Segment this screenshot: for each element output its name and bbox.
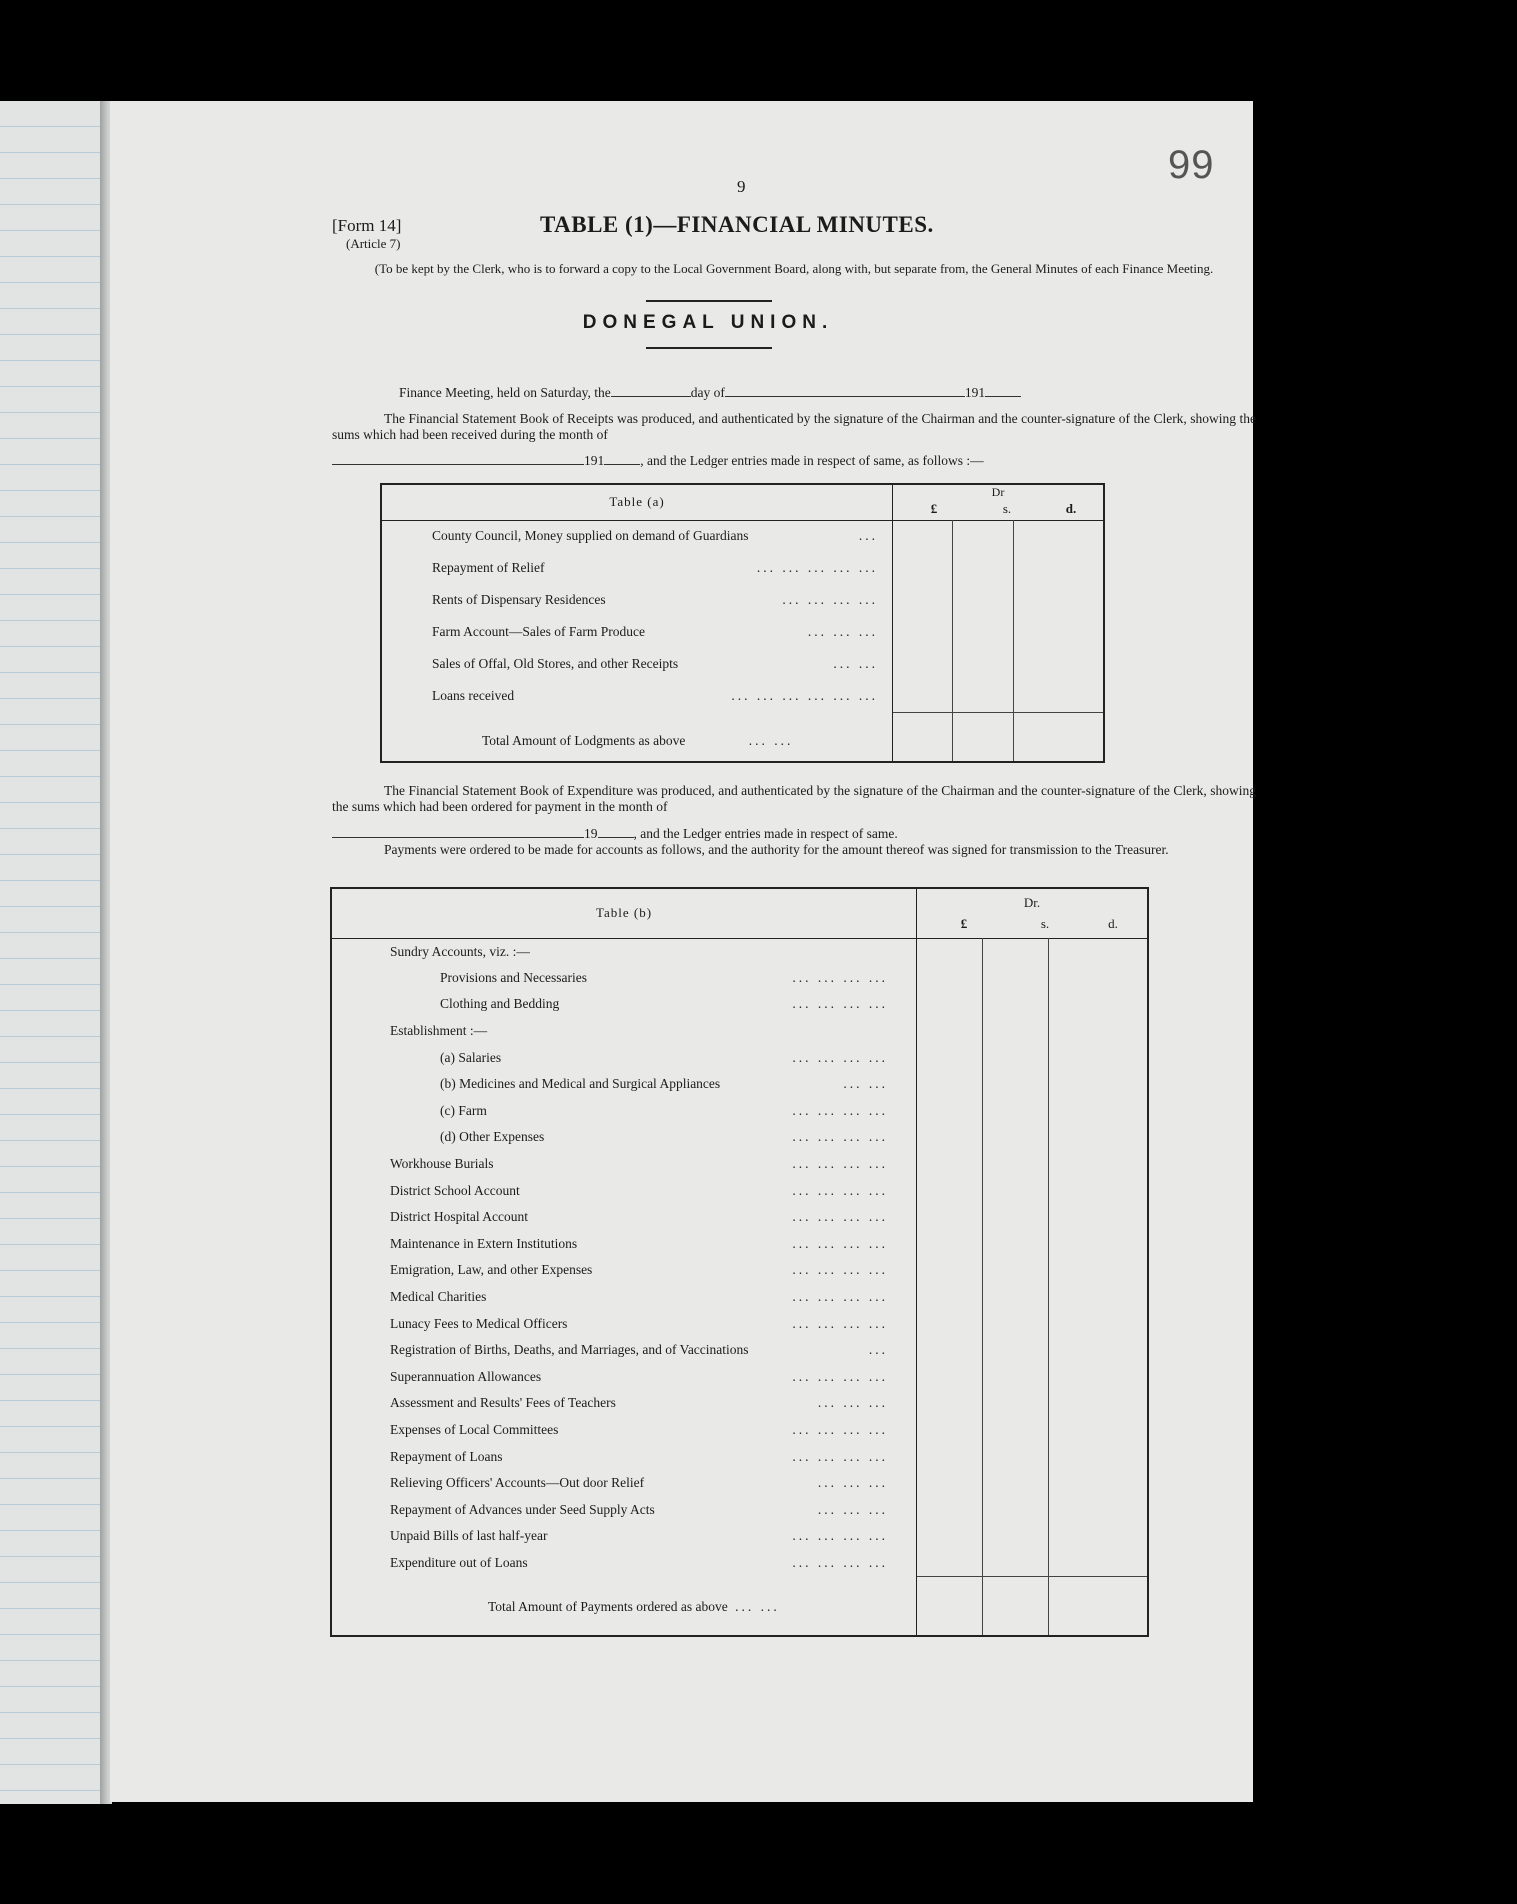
table-b-pence-cell[interactable] xyxy=(1049,1417,1148,1444)
table-a-row xyxy=(381,552,1104,584)
table-b-row-label: Emigration, Law, and other Expenses xyxy=(390,1262,593,1278)
table-b-row-dots: ... ... ... ... xyxy=(792,1554,888,1570)
table-b-row-dots: ... ... ... ... xyxy=(792,1289,888,1305)
table-b-row xyxy=(331,991,1148,1018)
table-b-pence-cell[interactable] xyxy=(1049,1177,1148,1204)
table-b-pence-cell[interactable] xyxy=(1049,1044,1148,1071)
table-b-label-cell xyxy=(331,1124,917,1151)
table-b-dr-label: Dr. xyxy=(1023,895,1041,910)
table-a-row xyxy=(381,680,1104,712)
table-b-row-dots: ... ... ... ... xyxy=(792,1262,888,1278)
table-b-row-label: Unpaid Bills of last half-year xyxy=(390,1528,548,1544)
table-a-shillings-cell[interactable] xyxy=(953,520,1013,552)
table-a-total-cell xyxy=(381,712,893,762)
table-b-row-dots: ... ... ... xyxy=(817,1501,888,1517)
table-b-pounds-cell[interactable] xyxy=(917,991,983,1018)
table-b-label-cell xyxy=(331,1044,917,1071)
table-a-total-pounds[interactable] xyxy=(893,712,953,762)
table-b-shillings-cell[interactable] xyxy=(983,965,1049,992)
receipts-year-blank[interactable] xyxy=(604,464,640,465)
table-b-pence-cell[interactable] xyxy=(1049,938,1148,965)
table-b-row xyxy=(331,1284,1148,1311)
table-b-shillings-header: s. xyxy=(1040,916,1050,932)
table-b-pence-cell[interactable] xyxy=(1049,1310,1148,1337)
table-a-dr-label: Dr xyxy=(991,485,1005,499)
table-b-row-label: Assessment and Results' Fees of Teachers xyxy=(390,1395,616,1411)
table-b-row-label: (d) Other Expenses xyxy=(440,1129,545,1145)
receipts-suffix: , and the Ledger entries made in respect of same, as follows :— xyxy=(640,453,984,468)
table-b-pence-cell[interactable] xyxy=(1049,991,1148,1018)
table-b-shillings-cell[interactable] xyxy=(983,1523,1049,1550)
table-b-row-label: Clothing and Bedding xyxy=(440,996,560,1012)
table-a-pounds-cell[interactable] xyxy=(893,520,953,552)
previous-page xyxy=(0,101,104,1804)
table-a-row-label: Loans received xyxy=(432,688,515,703)
table-b-row-dots: ... ... ... ... xyxy=(792,1528,888,1544)
table-b-label-cell xyxy=(331,1550,917,1577)
table-b-shillings-cell[interactable] xyxy=(983,1071,1049,1098)
table-b-shillings-cell[interactable] xyxy=(983,1443,1049,1470)
table-a-row xyxy=(381,520,1104,552)
table-b-pence-cell[interactable] xyxy=(1049,1364,1148,1391)
table-a-heading: Table (a) xyxy=(609,494,665,510)
receipts-month-line xyxy=(332,453,984,469)
expenditure-month-line xyxy=(332,826,898,842)
table-a-row-dots: ... ... ... xyxy=(807,624,878,639)
table-a-label-cell xyxy=(381,648,893,680)
table-b-pounds-cell[interactable] xyxy=(917,1284,983,1311)
year-blank[interactable] xyxy=(985,396,1021,397)
table-b-label-cell xyxy=(331,1204,917,1231)
union-name: DONEGAL UNION. xyxy=(582,312,834,333)
table-a-shillings-header: s. xyxy=(1002,501,1012,517)
table-b-row xyxy=(331,1523,1148,1550)
table-b-label-cell xyxy=(331,1390,917,1417)
table-b-pounds-cell[interactable] xyxy=(917,1390,983,1417)
table-b-shillings-cell[interactable] xyxy=(983,1257,1049,1284)
table-a-row xyxy=(381,584,1104,616)
table-b-label-cell xyxy=(331,1098,917,1125)
table-b-pence-cell[interactable] xyxy=(1049,965,1148,992)
table-b-pounds-cell[interactable] xyxy=(917,1364,983,1391)
table-b-pence-cell[interactable] xyxy=(1049,1204,1148,1231)
table-b-pounds-cell[interactable] xyxy=(917,938,983,965)
table-a-pounds-header: £ xyxy=(930,501,938,517)
table-b-row-dots: ... ... ... ... xyxy=(792,1182,888,1198)
receipts-year: 191 xyxy=(584,453,605,468)
table-b-row xyxy=(331,1337,1148,1364)
table-b-shillings-cell[interactable] xyxy=(983,1284,1049,1311)
table-b-shillings-cell[interactable] xyxy=(983,1550,1049,1577)
meeting-line xyxy=(399,385,1021,401)
table-a-row-dots: ... ... ... ... ... xyxy=(756,560,878,575)
table-b-row-label: Superannuation Allowances xyxy=(390,1368,542,1384)
table-a-label-cell xyxy=(381,584,893,616)
table-b-row-label: District School Account xyxy=(390,1182,520,1198)
table-a-pence-cell[interactable] xyxy=(1013,680,1104,712)
meeting-prefix: Finance Meeting, held on Saturday, the xyxy=(399,385,611,400)
table-b-row-label: Repayment of Loans xyxy=(390,1448,503,1464)
expenditure-month-blank[interactable] xyxy=(332,837,584,838)
table-b-shillings-cell[interactable] xyxy=(983,1470,1049,1497)
table-b-total-shillings[interactable] xyxy=(983,1576,1049,1636)
table-b-row xyxy=(331,1470,1148,1497)
receipts-paragraph: The Financial Statement Book of Receipts was produced, and authenticated by the signature of the Chairman and the counter-signature of the Clerk, showing the sums which had been received during the month of xyxy=(332,411,1256,442)
table-b-row xyxy=(331,965,1148,992)
table-b-shillings-cell[interactable] xyxy=(983,1496,1049,1523)
expenditure-year: 19 xyxy=(584,826,598,841)
table-b-row xyxy=(331,938,1148,965)
table-b-row-dots: ... ... ... ... xyxy=(792,1156,888,1172)
document-page xyxy=(110,101,1256,1802)
table-b-shillings-cell[interactable] xyxy=(983,1310,1049,1337)
table-b-shillings-cell[interactable] xyxy=(983,1124,1049,1151)
table-b-total-dots: ... ... xyxy=(735,1599,780,1615)
table-b-row xyxy=(331,1231,1148,1258)
table-b-shillings-cell[interactable] xyxy=(983,1390,1049,1417)
table-b-row xyxy=(331,1310,1148,1337)
table-b-pence-cell[interactable] xyxy=(1049,1523,1148,1550)
table-b-label-cell xyxy=(331,1443,917,1470)
table-a-total-shillings[interactable] xyxy=(953,712,1013,762)
table-a-label-cell xyxy=(381,520,893,552)
table-b-row-label: (c) Farm xyxy=(440,1102,487,1118)
table-b-row-dots: ... ... ... ... xyxy=(792,996,888,1012)
table-a-pence-header: d. xyxy=(1065,501,1077,517)
table-b-row-dots: ... ... ... ... xyxy=(792,1129,888,1145)
table-b-pence-cell[interactable] xyxy=(1049,1390,1148,1417)
table-b-total-pounds[interactable] xyxy=(917,1576,983,1636)
table-b-label-cell xyxy=(331,1231,917,1258)
table-b-pence-cell[interactable] xyxy=(1049,1284,1148,1311)
receipts-table xyxy=(380,483,1105,763)
article-reference: (Article 7) xyxy=(346,236,401,251)
table-a-row-label: Sales of Offal, Old Stores, and other Receipts xyxy=(432,656,679,671)
table-b-pounds-cell[interactable] xyxy=(917,1496,983,1523)
table-b-shillings-cell[interactable] xyxy=(983,1417,1049,1444)
table-b-label-cell xyxy=(331,1018,917,1045)
table-b-pounds-cell[interactable] xyxy=(917,1177,983,1204)
table-b-row xyxy=(331,1177,1148,1204)
table-b-total-pence[interactable] xyxy=(1049,1576,1148,1636)
table-b-pence-cell[interactable] xyxy=(1049,1071,1148,1098)
table-b-row xyxy=(331,1443,1148,1470)
table-b-row xyxy=(331,1364,1148,1391)
table-b-pounds-cell[interactable] xyxy=(917,1124,983,1151)
table-a-row-label: County Council, Money supplied on demand of Guardians xyxy=(432,528,749,544)
table-a-row-dots: ... xyxy=(858,528,878,544)
page-title: TABLE (1)—FINANCIAL MINUTES. xyxy=(540,212,934,237)
table-b-pence-cell[interactable] xyxy=(1049,1470,1148,1497)
clerk-instruction: (To be kept by the Clerk, who is to forward a copy to the Local Government Board, along with, but separate from, the General Minutes of each Finance Meeting. xyxy=(374,261,1214,276)
table-b-label-cell xyxy=(331,1496,917,1523)
table-b-row xyxy=(331,1098,1148,1125)
table-a-shillings-cell[interactable] xyxy=(953,584,1013,616)
table-b-pence-cell[interactable] xyxy=(1049,1257,1148,1284)
table-a-pounds-cell[interactable] xyxy=(893,584,953,616)
table-b-row xyxy=(331,1257,1148,1284)
table-b-row-dots: ... ... ... xyxy=(817,1395,888,1411)
table-a-shillings-cell[interactable] xyxy=(953,616,1013,648)
payments-table xyxy=(330,887,1149,1637)
table-a-row-label: Farm Account—Sales of Farm Produce xyxy=(432,624,645,639)
table-b-pence-cell[interactable] xyxy=(1049,1098,1148,1125)
table-b-shillings-cell[interactable] xyxy=(983,1044,1049,1071)
table-b-row-dots: ... ... ... ... xyxy=(792,1448,888,1464)
table-b-row-label: Establishment :— xyxy=(390,1023,488,1039)
table-a-row xyxy=(381,616,1104,648)
table-a-shillings-cell[interactable] xyxy=(953,552,1013,584)
table-a-row-dots: ... ... xyxy=(833,656,878,671)
table-a-pence-cell[interactable] xyxy=(1013,584,1104,616)
table-b-row xyxy=(331,1124,1148,1151)
table-b-pounds-header: £ xyxy=(960,916,968,932)
table-b-row xyxy=(331,1018,1148,1045)
table-b-label-cell xyxy=(331,1337,917,1364)
table-b-row xyxy=(331,1417,1148,1444)
receipts-month-blank[interactable] xyxy=(332,464,584,465)
table-b-row xyxy=(331,1390,1148,1417)
table-b-pounds-cell[interactable] xyxy=(917,1550,983,1577)
table-b-row-dots: ... ... xyxy=(843,1076,888,1092)
expenditure-paragraph: The Financial Statement Book of Expenditure was produced, and authenticated by the signature of the Chairman and the counter-signature of the Clerk, showing the sums which had been ordered for payment in the month of xyxy=(332,783,1256,814)
table-b-shillings-cell[interactable] xyxy=(983,1231,1049,1258)
table-b-row-label: Medical Charities xyxy=(390,1289,487,1305)
table-b-pounds-cell[interactable] xyxy=(917,1417,983,1444)
table-b-row-dots: ... ... ... ... xyxy=(792,969,888,985)
table-b-pence-header: d. xyxy=(1108,916,1118,932)
table-b-total-row xyxy=(331,1576,1148,1636)
table-b-shillings-cell[interactable] xyxy=(983,991,1049,1018)
table-b-row-dots: ... ... ... ... xyxy=(792,1315,888,1331)
table-b-shillings-cell[interactable] xyxy=(983,1337,1049,1364)
table-b-pounds-cell[interactable] xyxy=(917,1523,983,1550)
table-b-pounds-cell[interactable] xyxy=(917,1310,983,1337)
table-b-shillings-cell[interactable] xyxy=(983,938,1049,965)
payments-paragraph: Payments were ordered to be made for accounts as follows, and the authority for the amount thereof was signed for transmission to the Treasurer. xyxy=(384,842,1169,857)
table-b-pounds-cell[interactable] xyxy=(917,1470,983,1497)
day-blank[interactable] xyxy=(611,396,691,397)
table-a-shillings-cell[interactable] xyxy=(953,648,1013,680)
table-a-label-cell xyxy=(381,552,893,584)
table-a-shillings-cell[interactable] xyxy=(953,680,1013,712)
page-number: 9 xyxy=(737,177,746,196)
table-b-pounds-cell[interactable] xyxy=(917,1257,983,1284)
expenditure-year-blank[interactable] xyxy=(598,837,634,838)
table-b-pounds-cell[interactable] xyxy=(917,1337,983,1364)
table-a-total-row xyxy=(381,712,1104,762)
day-of-label: day of xyxy=(690,385,725,400)
table-a-pounds-cell[interactable] xyxy=(893,680,953,712)
table-b-row-label: Expenses of Local Committees xyxy=(390,1421,559,1437)
table-b-label-cell xyxy=(331,1310,917,1337)
table-b-row-dots: ... ... ... ... xyxy=(792,1102,888,1118)
table-a-pence-cell[interactable] xyxy=(1013,616,1104,648)
table-b-shillings-cell[interactable] xyxy=(983,1204,1049,1231)
table-a-row xyxy=(381,648,1104,680)
table-a-pounds-cell[interactable] xyxy=(893,552,953,584)
table-b-label-cell xyxy=(331,938,917,965)
table-b-pounds-cell[interactable] xyxy=(917,1231,983,1258)
table-a-pounds-cell[interactable] xyxy=(893,648,953,680)
table-b-pence-cell[interactable] xyxy=(1049,1496,1148,1523)
table-a-total-dots: ... ... xyxy=(748,733,794,748)
table-b-heading: Table (b) xyxy=(595,905,653,921)
table-b-shillings-cell[interactable] xyxy=(983,1364,1049,1391)
table-b-label-cell xyxy=(331,1417,917,1444)
table-a-pence-cell[interactable] xyxy=(1013,520,1104,552)
table-b-row-dots: ... ... ... xyxy=(817,1475,888,1491)
table-b-pence-cell[interactable] xyxy=(1049,1231,1148,1258)
table-a-row-dots: ... ... ... ... xyxy=(782,592,878,607)
table-b-pounds-cell[interactable] xyxy=(917,1098,983,1125)
expenditure-suffix: , and the Ledger entries made in respect of same. xyxy=(633,826,898,841)
table-b-label-cell xyxy=(331,1177,917,1204)
table-b-row-label: Registration of Births, Deaths, and Marriages, and of Vaccinations xyxy=(390,1342,749,1358)
table-a-pence-cell[interactable] xyxy=(1013,552,1104,584)
table-b-row-label: Maintenance in Extern Institutions xyxy=(390,1235,578,1251)
table-b-pence-cell[interactable] xyxy=(1049,1443,1148,1470)
table-a-row-label: Rents of Dispensary Residences xyxy=(432,592,606,607)
table-b-row-dots: ... ... ... ... xyxy=(792,1368,888,1384)
table-a-row-dots: ... ... ... ... ... ... xyxy=(731,688,878,703)
form-reference xyxy=(332,216,401,252)
page-stamp: 99 xyxy=(1168,143,1215,187)
table-a-total-pence[interactable] xyxy=(1013,712,1104,762)
table-b-row-label: (a) Salaries xyxy=(440,1049,502,1065)
table-a-dr-header xyxy=(893,484,1105,520)
table-b-total-label: Total Amount of Payments ordered as above xyxy=(488,1599,728,1615)
table-b-row-label: Lunacy Fees to Medical Officers xyxy=(390,1315,568,1331)
divider-top xyxy=(646,300,772,302)
table-b-label-cell xyxy=(331,965,917,992)
table-b-row-label: Workhouse Burials xyxy=(390,1156,494,1172)
table-b-label-cell xyxy=(331,1364,917,1391)
table-b-row-dots: ... ... ... ... xyxy=(792,1209,888,1225)
table-b-row xyxy=(331,1151,1148,1178)
table-b-row-label: District Hospital Account xyxy=(390,1209,528,1225)
divider-bottom xyxy=(646,347,772,349)
table-b-pounds-cell[interactable] xyxy=(917,965,983,992)
table-b-row xyxy=(331,1204,1148,1231)
table-b-row-label: Repayment of Advances under Seed Supply Acts xyxy=(390,1501,655,1517)
table-b-label-cell xyxy=(331,1257,917,1284)
table-a-label-cell xyxy=(381,680,893,712)
table-b-row-dots: ... ... ... ... xyxy=(792,1235,888,1251)
table-a-row-label: Repayment of Relief xyxy=(432,560,545,575)
table-b-total-cell xyxy=(331,1576,917,1636)
table-b-pence-cell[interactable] xyxy=(1049,1124,1148,1151)
table-b-pounds-cell[interactable] xyxy=(917,1204,983,1231)
table-b-row-label: Provisions and Necessaries xyxy=(440,969,587,985)
table-b-row xyxy=(331,1550,1148,1577)
table-b-row-label: Expenditure out of Loans xyxy=(390,1554,528,1570)
meeting-year: 191 xyxy=(964,385,986,400)
table-b-row-label: (b) Medicines and Medical and Surgical Appliances xyxy=(440,1076,721,1092)
table-b-row xyxy=(331,1071,1148,1098)
month-blank[interactable] xyxy=(725,396,965,397)
table-b-pence-cell[interactable] xyxy=(1049,1337,1148,1364)
table-b-label-cell xyxy=(331,1071,917,1098)
table-b-pounds-cell[interactable] xyxy=(917,1044,983,1071)
table-b-shillings-cell[interactable] xyxy=(983,1151,1049,1178)
table-b-shillings-cell[interactable] xyxy=(983,1098,1049,1125)
table-b-label-cell xyxy=(331,991,917,1018)
table-b-row xyxy=(331,1044,1148,1071)
table-b-label-cell xyxy=(331,1523,917,1550)
table-b-pence-cell[interactable] xyxy=(1049,1550,1148,1577)
table-b-shillings-cell[interactable] xyxy=(983,1177,1049,1204)
table-b-row-dots: ... ... ... ... xyxy=(792,1421,888,1437)
table-a-total-label: Total Amount of Lodgments as above xyxy=(482,733,686,748)
table-b-pounds-cell[interactable] xyxy=(917,1018,983,1045)
table-b-row-label: Sundry Accounts, viz. :— xyxy=(390,943,530,959)
table-b-label-cell xyxy=(331,1470,917,1497)
table-b-shillings-cell[interactable] xyxy=(983,1018,1049,1045)
table-a-label-cell xyxy=(381,616,893,648)
table-a-pounds-cell[interactable] xyxy=(893,616,953,648)
table-b-row-dots: ... xyxy=(868,1342,888,1358)
table-b-pence-cell[interactable] xyxy=(1049,1151,1148,1178)
table-b-dr-header xyxy=(917,888,1149,938)
table-b-pounds-cell[interactable] xyxy=(917,1071,983,1098)
table-b-pounds-cell[interactable] xyxy=(917,1151,983,1178)
table-b-label-cell xyxy=(331,1151,917,1178)
table-a-pence-cell[interactable] xyxy=(1013,648,1104,680)
table-b-row-dots: ... ... ... ... xyxy=(792,1049,888,1065)
form-number: [Form 14] xyxy=(332,216,402,235)
table-b-label-cell xyxy=(331,1284,917,1311)
table-b-row xyxy=(331,1496,1148,1523)
table-b-pence-cell[interactable] xyxy=(1049,1018,1148,1045)
table-b-row-label: Relieving Officers' Accounts—Out door Relief xyxy=(390,1475,645,1491)
table-b-pounds-cell[interactable] xyxy=(917,1443,983,1470)
